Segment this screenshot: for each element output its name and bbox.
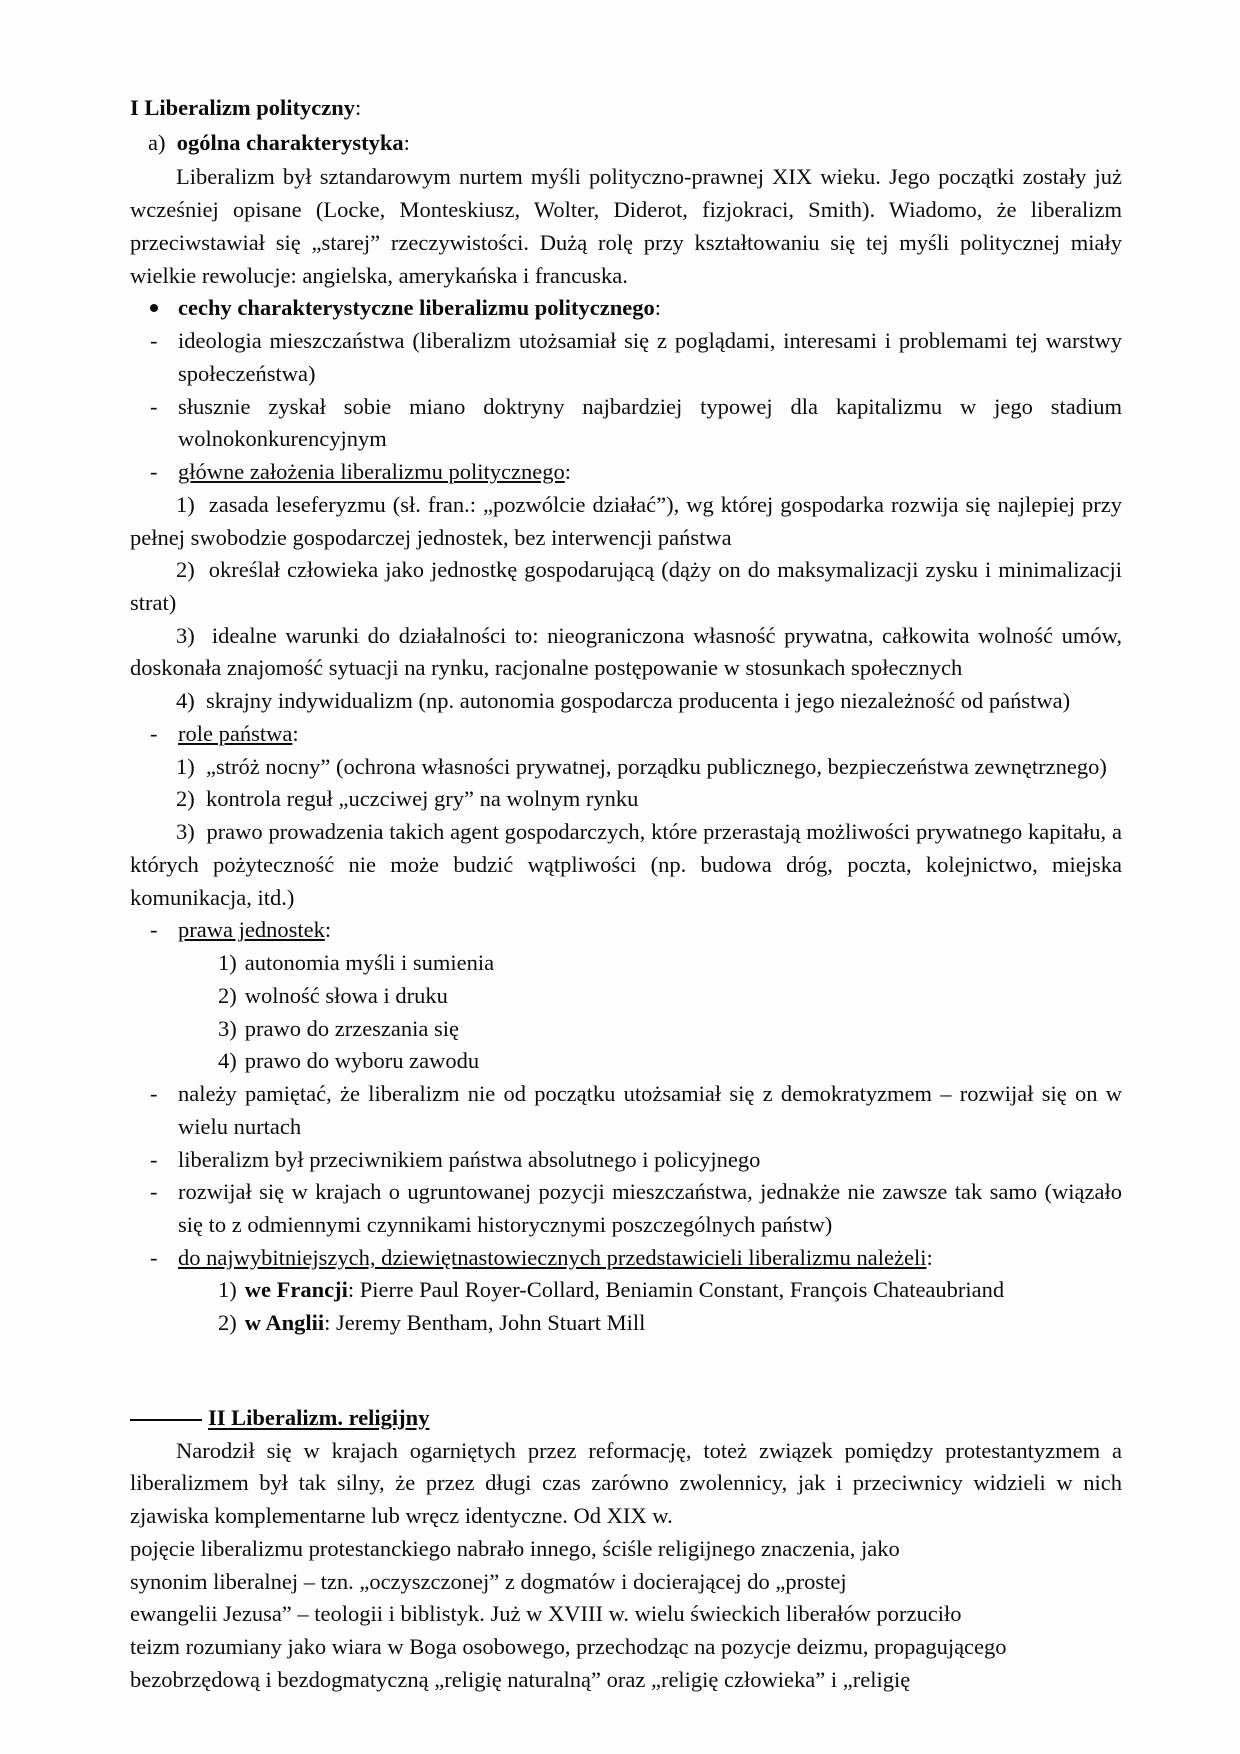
przedstawiciele-item-2-country: w Anglii — [244, 1310, 325, 1336]
section-2-paragraph-1: Narodził się w krajach ogarniętych przez reformację, toteż związek pomiędzy protestantyzmem a liberalizmem był tak silny, że przez długi czas zarówno zwolennicy, jak i przeciwnicy widzieli w nich zjawiska komplementarne lub wręcz identyczne. Od XIX w. — [130, 1437, 1122, 1529]
disc-bullet-icon — [150, 304, 158, 312]
section-2-heading — [130, 1402, 1122, 1435]
dash-bullet-icon: - — [150, 1081, 158, 1107]
zalozenia-item-2 — [130, 554, 1122, 619]
prawa-jednostek-item-2-number: 2) — [218, 982, 237, 1008]
dash-bullet-icon: - — [150, 917, 158, 943]
role-panstwa-item-1-number: 1) — [176, 753, 195, 779]
zalozenia-item-3-number: 3) — [176, 622, 195, 648]
role-panstwa-heading-colon: : — [292, 720, 299, 746]
list-item-zalozenia-heading — [130, 456, 1122, 489]
zalozenia-heading-text: główne założenia liberalizmu politycznego — [178, 459, 565, 485]
heading-rule — [130, 1419, 202, 1421]
list-item-dash-6 — [130, 1078, 1122, 1143]
role-panstwa-item-2-number: 2) — [176, 786, 195, 812]
characteristics-bullet-heading-colon: : — [654, 295, 662, 321]
section-2-paragraph-4: ewangelii Jezusa” – teologii i biblistyk. Już w XVIII w. wielu świeckich liberałów porzuciło — [130, 1601, 962, 1627]
dash-bullet-icon: - — [150, 720, 158, 746]
list-item-dash-8 — [130, 1176, 1122, 1241]
prawa-jednostek-item-3-text: prawo do zrzeszania się — [244, 1015, 460, 1041]
section-1-heading-colon: : — [354, 95, 362, 120]
zalozenia-item-4-number: 4) — [176, 688, 195, 714]
zalozenia-heading-colon: : — [564, 459, 571, 485]
prawa-jednostek-item-1-text: autonomia myśli i sumienia — [244, 950, 495, 976]
prawa-jednostek-item-3-number: 3) — [218, 1015, 237, 1041]
section-1-subheading — [130, 127, 1122, 160]
zalozenia-item-1-number: 1) — [176, 491, 195, 517]
section-2-paragraph-2: pojęcie liberalizmu protestanckiego nabrało innego, ściśle religijnego znaczenia, jako — [130, 1535, 900, 1561]
role-panstwa-item-1-text: „stróż nocny” (ochrona własności prywatnej, porządku publicznego, bezpieczeństwa zewnętrznego) — [206, 753, 1107, 779]
przedstawiciele-item-2 — [130, 1307, 1122, 1340]
characteristics-bullet-heading — [130, 292, 1122, 325]
role-panstwa-item-2 — [130, 783, 1122, 816]
prawa-jednostek-item-4-number: 4) — [218, 1048, 237, 1074]
list-item-dash-1-text: ideologia mieszczaństwa (liberalizm utożsamiał się z poglądami, interesami i problemami tej warstwy społeczeństwa) — [178, 328, 1122, 386]
list-item-dash-6-text: należy pamiętać, że liberalizm nie od początku utożsamiał się z demokratyzmem – rozwijał się on w wielu nurtach — [178, 1081, 1122, 1139]
zalozenia-item-1 — [130, 489, 1122, 554]
role-panstwa-item-3 — [130, 816, 1122, 914]
role-panstwa-item-2-text: kontrola reguł „uczciwej gry” na wolnym rynku — [206, 786, 639, 812]
prawa-jednostek-heading-colon: : — [324, 917, 332, 943]
list-item-prawa-jednostek-heading — [130, 914, 1122, 947]
section-gap — [130, 1340, 1122, 1402]
section-2-body — [130, 1435, 1122, 1697]
section-1-heading-text: I Liberalizm polityczny — [130, 95, 355, 120]
przedstawiciele-heading-text: do najwybitniejszych, dziewiętnastowiecznych przedstawicieli liberalizmu należeli — [178, 1244, 927, 1270]
role-panstwa-item-3-text: prawo prowadzenia takich agent gospodarczych, które przerastają możliwości prywatnego kapitału, a których pożyteczność nie może budzić wątpliwości (np. budowa dróg, poczta, kolejnictwo, miejska komunikacja, itd.) — [130, 819, 1122, 910]
role-panstwa-heading-text: role państwa — [178, 720, 293, 746]
zalozenia-item-4-text: skrajny indywidualizm (np. autonomia gospodarcza producenta i jego niezależność od państwa) — [206, 688, 1071, 714]
document-body — [130, 92, 1122, 1697]
list-item-role-panstwa-heading — [130, 718, 1122, 751]
section-2-heading-text: II Liberalizm. religijny — [208, 1404, 430, 1430]
section-1-heading — [130, 92, 1122, 125]
section-1-intro-paragraph: Liberalizm był sztandarowym nurtem myśli polityczno-prawnej XIX wieku. Jego początki zostały już wcześniej opisane (Locke, Monteskiusz, Wolter, Diderot, fizjokraci, Smith). Wiadomo, że liberalizm przeciwstawiał się „starej” rzeczywistości. Dużą rolę przy kształtowaniu się tej myśli politycznej miały wielkie rewolucje: angielska, amerykańska i francuska. — [130, 164, 1122, 288]
zalozenia-item-1-text: zasada leseferyzmu (sł. fran.: „pozwólcie działać”), wg której gospodarka rozwija się najlepiej przy pełnej swobodzie gospodarczej jednostek, bez interwencji państwa — [130, 491, 1122, 550]
list-item-przedstawiciele-heading — [130, 1242, 1122, 1275]
prawa-jednostek-item-1 — [130, 947, 1122, 980]
role-panstwa-item-1 — [130, 751, 1122, 784]
list-item-dash-7 — [130, 1144, 1122, 1177]
przedstawiciele-item-1-text: Pierre Paul Royer-Collard, Beniamin Constant, François Chateaubriand — [354, 1277, 1005, 1303]
list-item-dash-2 — [130, 391, 1122, 456]
dash-bullet-icon: - — [150, 1244, 158, 1270]
zalozenia-item-4 — [130, 685, 1122, 718]
section-1-subheading-text: ogólna charakterystyka — [176, 129, 404, 155]
przedstawiciele-item-1-number: 1) — [218, 1277, 237, 1303]
przedstawiciele-item-2-text: Jeremy Bentham, John Stuart Mill — [330, 1310, 646, 1336]
dash-bullet-icon: - — [150, 328, 158, 354]
przedstawiciele-item-2-colon: : — [324, 1310, 331, 1336]
zalozenia-item-2-number: 2) — [176, 557, 195, 583]
list-item-dash-8-text: rozwijał się w krajach o ugruntowanej pozycji mieszczaństwa, jednakże nie zawsze tak samo (wiązało się to z odmiennymi czynnikami historycznymi poszczególnych państw) — [178, 1179, 1122, 1237]
dash-bullet-icon: - — [150, 393, 158, 419]
role-panstwa-item-3-number: 3) — [176, 819, 195, 845]
prawa-jednostek-item-4-text: prawo do wyboru zawodu — [244, 1048, 480, 1074]
przedstawiciele-item-1-colon: : — [347, 1277, 355, 1303]
przedstawiciele-item-1 — [130, 1274, 1122, 1307]
przedstawiciele-item-1-country: we Francji — [244, 1277, 348, 1303]
prawa-jednostek-item-4 — [130, 1045, 1122, 1078]
section-2-paragraph-5: teizm rozumiany jako wiara w Boga osobowego, przechodząc na pozycje deizmu, propagującego — [130, 1634, 1007, 1660]
przedstawiciele-item-2-number: 2) — [218, 1310, 237, 1336]
list-item-dash-7-text: liberalizm był przeciwnikiem państwa absolutnego i policyjnego — [178, 1146, 761, 1172]
prawa-jednostek-item-2-text: wolność słowa i druku — [244, 982, 448, 1008]
prawa-jednostek-item-1-number: 1) — [218, 950, 237, 976]
prawa-jednostek-item-3 — [130, 1013, 1122, 1046]
dash-bullet-icon: - — [150, 1146, 158, 1172]
section-1-subheading-marker: a) — [148, 129, 166, 155]
prawa-jednostek-heading-text: prawa jednostek — [178, 917, 325, 943]
list-item-dash-1 — [130, 325, 1122, 390]
przedstawiciele-heading-colon: : — [926, 1244, 933, 1270]
zalozenia-item-3-text: idealne warunki do działalności to: nieograniczona własność prywatna, całkowita wolność umów, doskonała znajomość sytuacji na rynku, racjonalne postępowanie w stosunkach społecznych — [130, 622, 1122, 681]
section-1-subheading-colon: : — [403, 129, 410, 155]
prawa-jednostek-item-2 — [130, 980, 1122, 1013]
zalozenia-item-2-text: określał człowieka jako jednostkę gospodarującą (dąży on do maksymalizacji zysku i minimalizacji strat) — [130, 557, 1122, 616]
list-item-dash-2-text: słusznie zyskał sobie miano doktryny najbardziej typowej dla kapitalizmu w jego stadium wolnokonkurencyjnym — [178, 393, 1122, 452]
section-2-paragraph-3: synonim liberalnej – tzn. „oczyszczonej” z dogmatów i docierającej do „prostej — [130, 1568, 847, 1594]
dash-bullet-icon: - — [150, 459, 158, 485]
characteristics-bullet-heading-text: cechy charakterystyczne liberalizmu politycznego — [178, 295, 655, 321]
section-2-paragraph-6: bezobrzędową i bezdogmatyczną „religię naturalną” oraz „religię człowieka” i „religię — [130, 1666, 911, 1692]
zalozenia-item-3 — [130, 620, 1122, 685]
dash-bullet-icon: - — [150, 1179, 158, 1205]
